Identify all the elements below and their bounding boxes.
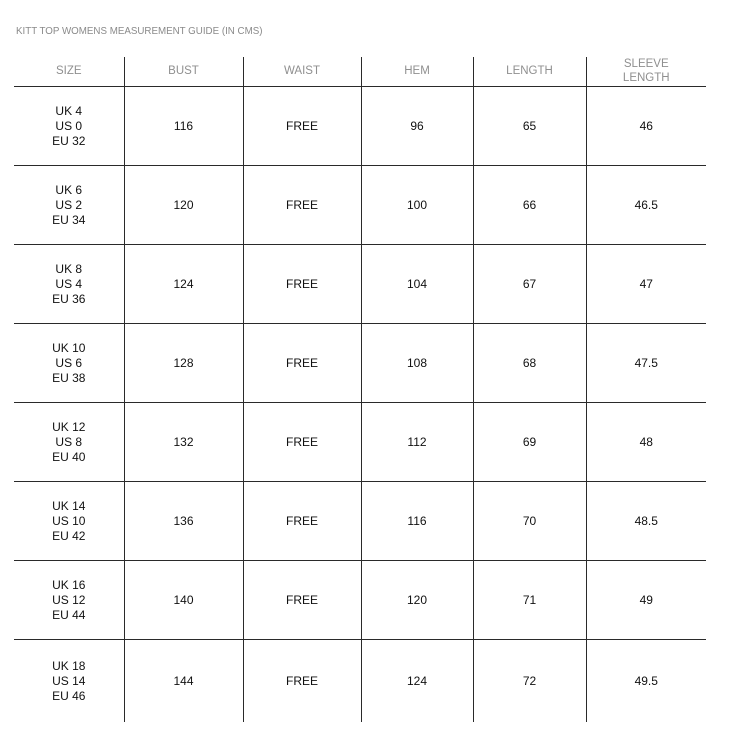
- size-us: US 14: [52, 673, 86, 688]
- size-us: US 4: [55, 276, 83, 291]
- size-uk: UK 12: [52, 419, 86, 434]
- length-cell: 67: [473, 245, 586, 324]
- table-row: [14, 640, 706, 723]
- sleeve-length-cell: 47.5: [586, 324, 706, 403]
- sleeve-length-cell: 48: [586, 403, 706, 482]
- bust-cell: 132: [124, 403, 243, 482]
- hem-cell: 120: [361, 561, 473, 640]
- header-sleeve-line-1: SLEEVE: [623, 58, 669, 70]
- table-body: [14, 87, 706, 723]
- size-eu: EU 40: [52, 449, 86, 464]
- size-uk: UK 18: [52, 658, 86, 673]
- waist-cell: FREE: [243, 561, 361, 640]
- page-title: KITT TOP WOMENS MEASUREMENT GUIDE (IN CMS): [16, 25, 263, 37]
- length-cell: 70: [473, 482, 586, 561]
- length-cell: 68: [473, 324, 586, 403]
- bust-cell: 136: [124, 482, 243, 561]
- sleeve-length-cell: 46.5: [586, 166, 706, 245]
- table-row: [14, 482, 706, 561]
- bust-cell: 116: [124, 87, 243, 166]
- size-us: US 8: [55, 434, 83, 449]
- length-cell: 71: [473, 561, 586, 640]
- header-row: [14, 57, 706, 87]
- waist-cell: FREE: [243, 640, 361, 723]
- size-cell: [14, 245, 124, 324]
- sleeve-length-cell: 49.5: [586, 640, 706, 723]
- size-uk: UK 6: [55, 182, 83, 197]
- size-cell: [14, 166, 124, 245]
- size-eu: EU 32: [52, 133, 86, 148]
- waist-cell: FREE: [243, 482, 361, 561]
- bust-cell: 120: [124, 166, 243, 245]
- size-us: US 0: [55, 118, 83, 133]
- size-eu: EU 36: [52, 291, 86, 306]
- size-cell: [14, 324, 124, 403]
- header-length: LENGTH: [473, 57, 586, 87]
- size-eu: EU 42: [52, 528, 86, 543]
- bust-cell: 144: [124, 640, 243, 723]
- header-waist: WAIST: [243, 57, 361, 87]
- sleeve-length-cell: 46: [586, 87, 706, 166]
- length-cell: 66: [473, 166, 586, 245]
- measurement-table: [14, 57, 706, 722]
- table-row: [14, 403, 706, 482]
- size-eu: EU 34: [52, 212, 86, 227]
- length-cell: 69: [473, 403, 586, 482]
- size-cell: [14, 640, 124, 723]
- size-uk: UK 4: [55, 103, 83, 118]
- sleeve-length-cell: 47: [586, 245, 706, 324]
- length-cell: 65: [473, 87, 586, 166]
- sleeve-length-cell: 49: [586, 561, 706, 640]
- size-eu: EU 38: [52, 370, 86, 385]
- size-cell: [14, 87, 124, 166]
- bust-cell: 124: [124, 245, 243, 324]
- table-row: [14, 324, 706, 403]
- header-hem: HEM: [361, 57, 473, 87]
- size-us: US 2: [55, 197, 83, 212]
- hem-cell: 116: [361, 482, 473, 561]
- header-sleeve-line-2: LENGTH: [622, 72, 670, 84]
- size-us: US 6: [55, 355, 83, 370]
- size-cell: [14, 403, 124, 482]
- bust-cell: 128: [124, 324, 243, 403]
- size-eu: EU 44: [52, 607, 86, 622]
- waist-cell: FREE: [243, 87, 361, 166]
- size-uk: UK 16: [52, 577, 86, 592]
- hem-cell: 100: [361, 166, 473, 245]
- waist-cell: FREE: [243, 245, 361, 324]
- waist-cell: FREE: [243, 166, 361, 245]
- sleeve-length-cell: 48.5: [586, 482, 706, 561]
- size-eu: EU 46: [52, 688, 86, 703]
- table-row: [14, 245, 706, 324]
- hem-cell: 104: [361, 245, 473, 324]
- length-cell: 72: [473, 640, 586, 723]
- hem-cell: 96: [361, 87, 473, 166]
- hem-cell: 124: [361, 640, 473, 723]
- size-cell: [14, 561, 124, 640]
- size-cell: [14, 482, 124, 561]
- size-us: US 10: [52, 513, 86, 528]
- size-us: US 12: [52, 592, 86, 607]
- waist-cell: FREE: [243, 324, 361, 403]
- size-uk: UK 14: [52, 498, 86, 513]
- size-uk: UK 8: [55, 261, 83, 276]
- waist-cell: FREE: [243, 403, 361, 482]
- hem-cell: 112: [361, 403, 473, 482]
- size-uk: UK 10: [52, 340, 86, 355]
- bust-cell: 140: [124, 561, 243, 640]
- header-bust: BUST: [124, 57, 243, 87]
- header-size: SIZE: [14, 57, 124, 87]
- table-row: [14, 561, 706, 640]
- header-sleeve-length: [586, 57, 706, 87]
- table-header: [14, 57, 706, 87]
- table-row: [14, 87, 706, 166]
- table-row: [14, 166, 706, 245]
- hem-cell: 108: [361, 324, 473, 403]
